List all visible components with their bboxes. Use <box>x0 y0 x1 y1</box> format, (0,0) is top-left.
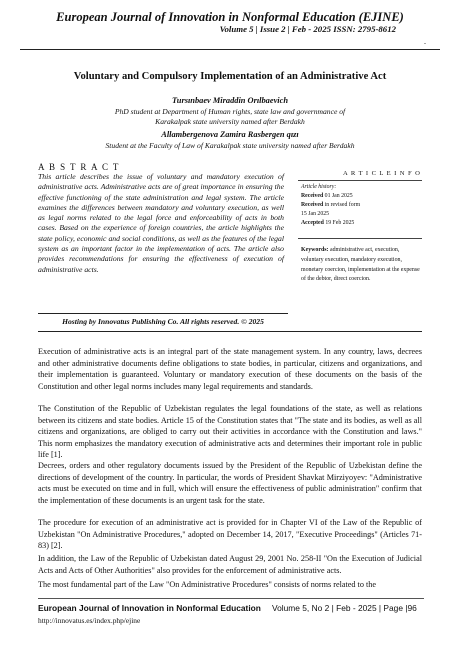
revised-date-value: 15 Jan 2025 <box>301 211 330 217</box>
hosting-notice: Hosting by Innovatus Publishing Co. All rights reserved. © 2025 <box>62 317 264 326</box>
revised-date: Received in revised form <box>301 202 361 208</box>
hosting-top-rule <box>38 313 288 314</box>
article-info-rule <box>298 180 422 181</box>
body-paragraph-6: The most fundamental part of the Law "On Administrative Procedures" consists of norms related to the <box>38 580 376 589</box>
footer-url-link[interactable]: http://innovatus.es/index.php/ejine <box>38 616 141 625</box>
body-paragraph-3: Decrees, orders and other regulatory documents issued by the President of the Republic of Uzbekistan define the directions of development of the country. In particular, the words of President Shavkat Mirziyoyev: "Administrative acts must be executed on time and in full, which will ensure the effectiveness of public administration" confirm that the implementation of these documents is an urgent task for the state. <box>38 461 422 505</box>
body-paragraph-4: The procedure for execution of an administrative act is provided for in Chapter VI of the Law of the Republic of Uzbekistan "On Administrative Procedures," adopted on December 14, 2017, "Executive Proceedings" (Articles 71-83) [2]. <box>38 518 422 550</box>
author-1: Tursınbaev Miraddin Orılbaevich <box>171 96 288 105</box>
abstract-text: This article describes the issue of voluntary and mandatory execution of administrative acts. Administrative acts are of great importance in ensuring the effective functioning of the state administration and legal system. The article examines the differences between mandatory and voluntary execution, as well as legal norms related to the legal force and enforceability of acts in both cases. Based on the experience of foreign countries, the article highlights the state policy, economic and social conditions, as well as the features of the legal system as an important factor in the implementation of acts. The article also provides recommendations for ensuring the effectiveness of execution of administrative acts. <box>38 172 284 274</box>
header-rule <box>20 49 440 50</box>
article-history-label: Article history: <box>301 184 337 190</box>
body-paragraph-2: The Constitution of the Republic of Uzbekistan regulates the legal foundations of the state, as well as relations between its citizens and state bodies. Article 15 of the Constitution states that "The state and its bodies, as well as all citizens and organizations, are obliged to carry out their activities in accordance with the Constitution and laws." This norm emphasizes the mandatory execution of administrative acts and determines their important role in public life [1]. <box>38 404 422 459</box>
body-paragraph-1: Execution of administrative acts is an integral part of the state management system. In any country, laws, decrees and other administrative documents define obligations to state bodies, in particular, citizens and organizations, and their implementation is guaranteed. Voluntary or mandatory execution of these documents on the basis of the Constitution and other legal norms includes many legal requirements and standards. <box>38 347 422 391</box>
journal-title: European Journal of Innovation in Nonformal Education (EJINE) <box>56 10 404 24</box>
header-dot: . <box>424 37 426 46</box>
author-2-affiliation: Student at the Faculty of Law of Karakalpak state university named after Berdakh <box>105 141 355 150</box>
issue-line: Volume 5 | Issue 2 | Feb - 2025 ISSN: 2795-8612 <box>219 24 396 34</box>
footer-journal: European Journal of Innovation in Nonformal Education <box>38 603 261 613</box>
paper-title: Voluntary and Compulsory Implementation of an Administrative Act <box>73 71 387 82</box>
keywords: Keywords: administrative act, execution, voluntary execution, mandatory execution, monetary coercion, implementation at the expense of the debtor, direct coercion. <box>301 247 420 283</box>
abstract-heading: A B S T R A C T <box>38 162 120 172</box>
footer-volume-page: Volume 5, No 2 | Feb - 2025 | Page |96 <box>272 603 417 613</box>
article-info-heading: A R T I C L E I N F O <box>343 170 421 177</box>
received-date: Received 01 Jan 2025 <box>301 193 353 199</box>
body-paragraph-5: In addition, the Law of the Republic of Uzbekistan dated August 29, 2001 No. 258-II "On the Execution of Judicial Acts and Acts of Other Authorities" also provides for the enforcement of administrative acts. <box>38 554 422 575</box>
author-1-affiliation-line-2: Karakalpak state university named after Berdakh <box>155 117 305 126</box>
accepted-date: Accepted 19 Feb 2025 <box>301 220 355 226</box>
hosting-bottom-rule <box>38 331 422 332</box>
footer-rule <box>38 598 424 599</box>
author-2: Allambergenova Zamira Rasbergen qızı <box>161 130 299 139</box>
author-1-affiliation-line-1: PhD student at Department of Human rights, state law and governmance of <box>114 107 346 116</box>
keywords-rule <box>298 238 422 239</box>
